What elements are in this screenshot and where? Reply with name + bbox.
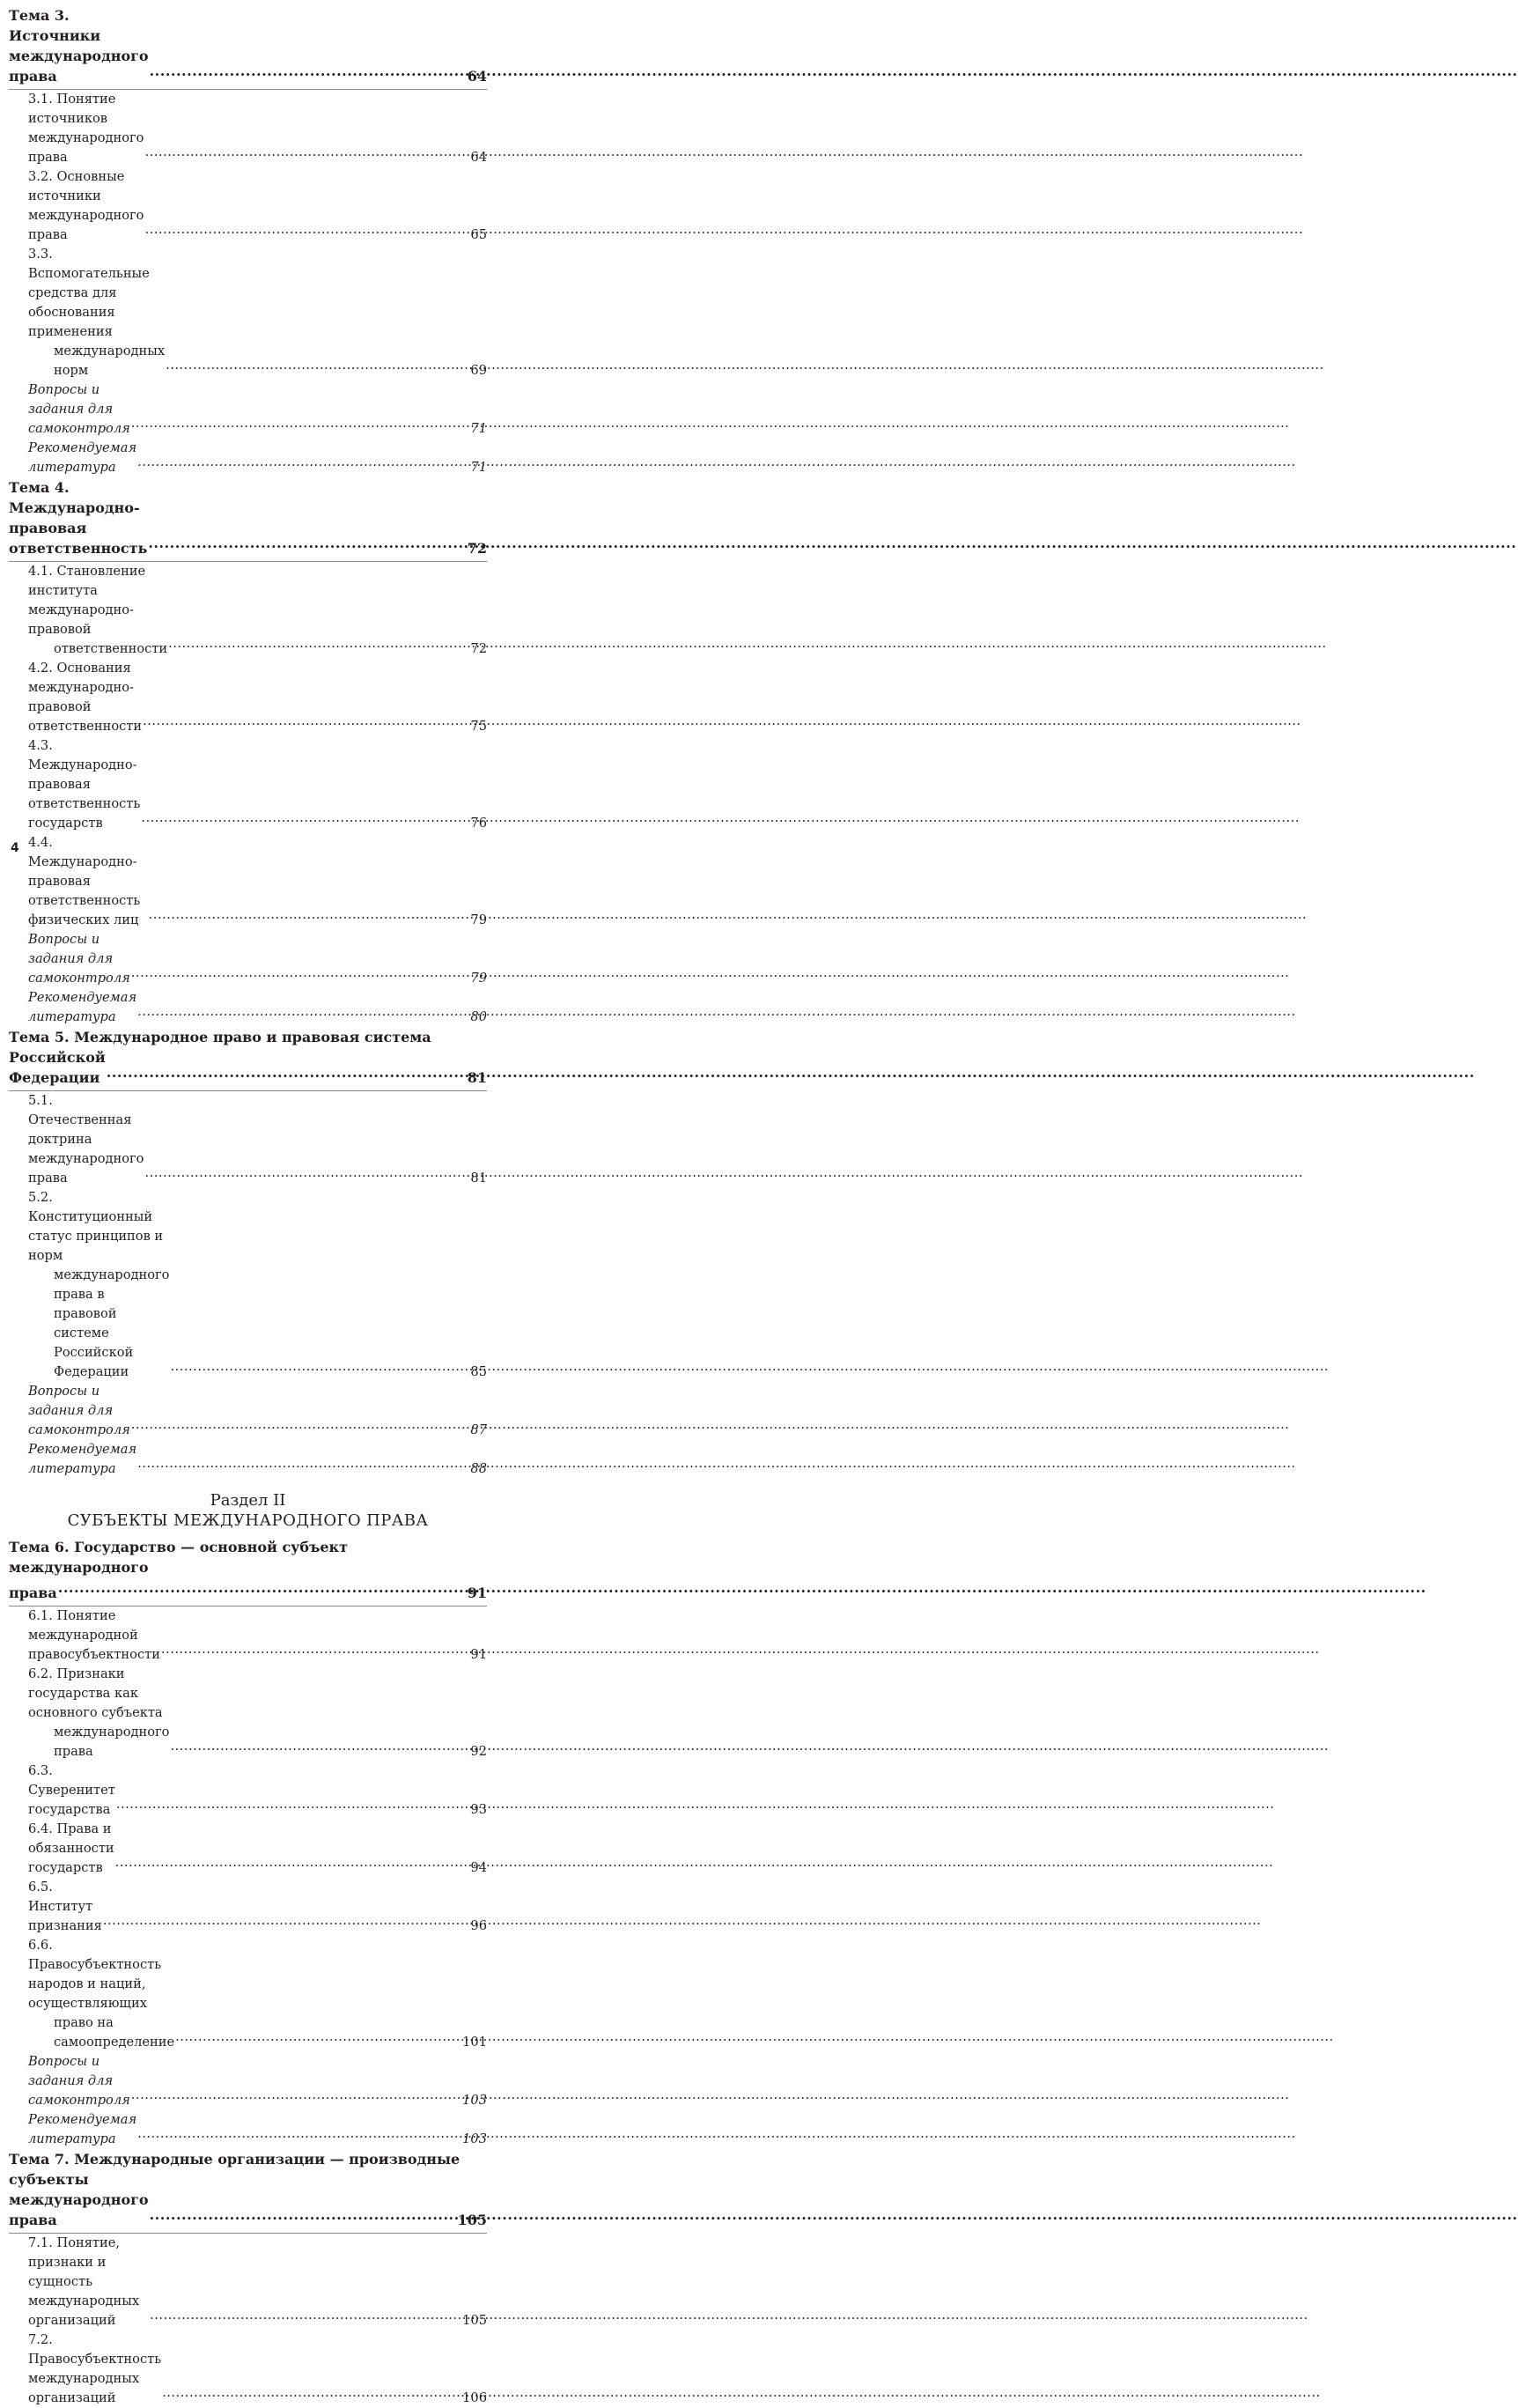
topic-heading-wrap	[9, 1537, 487, 1607]
leader-dots	[137, 1454, 469, 1474]
extra-item-text	[28, 930, 130, 988]
entry-line: Тема 3. Источники международного права	[9, 7, 149, 85]
leader-dots	[131, 964, 470, 983]
entry-page-number: 64	[467, 68, 487, 85]
entry-line: Рекомендуемая литература	[28, 2112, 137, 2146]
topic-heading-wrap	[9, 477, 487, 562]
subsection-item	[9, 1820, 487, 1878]
extra-item-text	[28, 988, 136, 1027]
topic-title-text	[9, 5, 149, 86]
topic-block	[9, 1027, 487, 1479]
entry-line: права	[9, 1584, 57, 1601]
topic-title	[9, 1047, 487, 1088]
subsection-item-text	[28, 90, 144, 167]
subsection-item-text	[28, 1820, 114, 1878]
entry-line: 6.6. Правосубъектность народов и наций, осуществляющих	[28, 1938, 162, 2011]
leader-dots	[131, 1415, 470, 1435]
leader-dots	[103, 1911, 470, 1931]
entry-page-number: 64	[470, 150, 487, 165]
page-number: 4	[11, 841, 19, 855]
section-label: Раздел II	[210, 1491, 286, 1510]
subsection-item-text	[28, 245, 165, 380]
subsection-item	[9, 1188, 487, 1382]
subsection-item	[9, 1762, 487, 1820]
subsection-item	[9, 1665, 487, 1762]
entry-page-number: 87	[470, 1422, 487, 1437]
entry-line: 4.4. Международно-правовая ответственность физических лиц	[28, 835, 141, 927]
subsection-item	[9, 245, 487, 380]
subsection-item-text	[28, 659, 142, 736]
entry-line: Тема 4. Международно-правовая ответственность	[9, 479, 148, 557]
subsection-item-text	[28, 1607, 160, 1665]
leader-dots	[161, 1640, 470, 1659]
entry-line: 7.2. Правосубъектность международных организаций	[28, 2332, 162, 2405]
topic-title	[9, 477, 487, 558]
topic-title-text	[9, 2169, 149, 2230]
leader-dots	[170, 1357, 469, 1377]
topic-block	[9, 1537, 487, 2149]
entry-page-number: 72	[470, 641, 487, 656]
entry-page-number: 72	[467, 540, 487, 557]
subsection-item	[9, 2330, 487, 2408]
entry-page-number: 79	[470, 912, 487, 927]
leader-dots	[137, 1002, 469, 1022]
section-heading	[9, 1491, 487, 1532]
leader-dots	[107, 1062, 467, 1082]
section-title: СУБЪЕКТЫ МЕЖДУНАРОДНОГО ПРАВА	[67, 1511, 429, 1530]
leader-dots	[149, 905, 470, 925]
entry-page-number: 76	[470, 816, 487, 831]
subsection-item-text	[28, 1188, 169, 1382]
leader-dots	[137, 2124, 461, 2144]
subsection-item-text	[28, 1936, 174, 2052]
extra-item	[9, 439, 487, 477]
subsection-item	[9, 2234, 487, 2330]
subsection-item-text	[28, 1878, 102, 1936]
subsection-item	[9, 1091, 487, 1188]
topic-title-line: Тема 5. Международное право и правовая система	[9, 1029, 431, 1045]
extra-item-text	[28, 1440, 136, 1479]
entry-line: 7.1. Понятие, признаки и сущность международных организаций	[28, 2235, 140, 2328]
entry-line: международных норм	[54, 343, 166, 378]
subsection-item-text	[28, 1762, 115, 1820]
extra-item	[9, 2110, 487, 2149]
subsection-item-text	[28, 833, 148, 930]
topic-title	[9, 1577, 487, 1603]
subsection-item	[9, 736, 487, 833]
topic-heading-wrap	[9, 5, 487, 90]
topic-block	[9, 5, 487, 477]
entry-line: международного права	[54, 1725, 170, 1759]
entry-line: 6.4. Права и обязанности государств	[28, 1821, 114, 1875]
entry-line: 4.1. Становление института международно-правовой	[28, 564, 146, 637]
topic-heading-wrap	[9, 1027, 487, 1091]
leader-dots	[162, 2383, 461, 2403]
topics-group-b	[9, 1537, 487, 2408]
entry-page-number: 101	[462, 2035, 487, 2050]
entry-page-number: 103	[462, 2131, 487, 2146]
entry-line: субъекты международного права	[9, 2171, 149, 2228]
leader-dots	[166, 356, 469, 375]
entry-line: Федерации	[54, 1364, 129, 1379]
subsection-item-text	[28, 562, 167, 659]
leader-dots	[141, 809, 469, 828]
leader-dots	[137, 453, 469, 472]
extra-item	[9, 2052, 487, 2110]
extra-item	[9, 1382, 487, 1440]
topic-title	[9, 2169, 487, 2230]
topic-title	[9, 5, 487, 86]
entry-line: Рекомендуемая литература	[28, 1442, 137, 1476]
subsection-item	[9, 1607, 487, 1665]
topics-group-a	[9, 5, 487, 1479]
entry-line: Вопросы и задания для самоконтроля	[28, 2054, 130, 2108]
topic-title-text	[9, 1047, 106, 1088]
subsection-item	[9, 167, 487, 245]
entry-page-number: 81	[470, 1171, 487, 1186]
leader-dots	[58, 1577, 467, 1598]
leader-dots	[144, 143, 469, 162]
entry-line: 5.2. Конституционный статус принципов и норм	[28, 1190, 164, 1263]
leader-dots	[144, 220, 469, 240]
entry-page-number: 93	[470, 1802, 487, 1817]
extra-item	[9, 988, 487, 1027]
leader-dots	[175, 2028, 461, 2047]
subsection-item-text	[28, 1091, 144, 1188]
subsection-item	[9, 1936, 487, 2052]
leader-dots	[148, 533, 466, 553]
entry-page-number: 106	[462, 2390, 487, 2405]
entry-line: 5.1. Отечественная доктрина международного права	[28, 1093, 144, 1186]
topic-block	[9, 2149, 487, 2408]
leader-dots	[150, 2306, 461, 2325]
entry-page-number: 69	[470, 363, 487, 378]
entry-page-number: 71	[470, 460, 487, 475]
subsection-item	[9, 562, 487, 659]
entry-line: 4.3. Международно-правовая ответственность государств	[28, 738, 141, 831]
subsection-item	[9, 659, 487, 736]
topic-title-text	[9, 477, 147, 558]
entry-page-number: 71	[470, 421, 487, 436]
entry-line: Рекомендуемая литература	[28, 440, 137, 475]
entry-page-number: 85	[470, 1364, 487, 1379]
leader-dots	[144, 1163, 469, 1183]
entry-line: Вопросы и задания для самоконтроля	[28, 382, 130, 436]
subsection-item-text	[28, 167, 144, 245]
topic-heading-wrap	[9, 2149, 487, 2234]
entry-page-number: 91	[470, 1647, 487, 1662]
entry-page-number: 88	[470, 1461, 487, 1476]
subsection-item-text	[28, 2330, 161, 2408]
leader-dots	[131, 414, 470, 433]
topic-title-text	[9, 1583, 57, 1603]
subsection-item	[9, 90, 487, 167]
entry-page-number: 79	[470, 971, 487, 986]
leader-dots	[150, 61, 467, 81]
subsection-item	[9, 833, 487, 930]
entry-line: 6.1. Понятие международной правосубъектности	[28, 1608, 160, 1662]
topic-block	[9, 477, 487, 1027]
subsection-item-text	[28, 2234, 149, 2330]
entry-line: ответственности	[54, 641, 168, 656]
entry-line: 3.2. Основные источники международного права	[28, 169, 144, 242]
entry-line: Вопросы и задания для самоконтроля	[28, 932, 130, 986]
entry-page-number: 81	[467, 1069, 487, 1086]
subsection-item-text	[28, 736, 140, 833]
entry-line: 6.3. Суверенитет государства	[28, 1763, 115, 1817]
leader-dots	[143, 712, 469, 731]
extra-item-text	[28, 2110, 136, 2149]
entry-page-number: 80	[470, 1009, 487, 1024]
leader-dots	[115, 1853, 470, 1872]
extra-item	[9, 930, 487, 988]
leader-dots	[168, 634, 469, 654]
entry-page-number: 75	[470, 719, 487, 734]
extra-item	[9, 380, 487, 439]
entry-line: Вопросы и задания для самоконтроля	[28, 1384, 130, 1437]
entry-line: 4.2. Основания международно-правовой ответственности	[28, 661, 143, 734]
extra-item-text	[28, 380, 130, 439]
subsection-item	[9, 1878, 487, 1936]
entry-line: 6.5. Институт признания	[28, 1880, 102, 1933]
entry-line: Российской Федерации	[9, 1049, 106, 1086]
entry-line: 3.3. Вспомогательные средства для обоснования применения	[28, 247, 150, 339]
entry-page-number: 92	[470, 1744, 487, 1759]
topic-title-line: Тема 7. Международные организации — производные	[9, 2151, 461, 2168]
leader-dots	[131, 2086, 461, 2105]
entry-page-number: 103	[462, 2093, 487, 2108]
entry-page-number: 91	[467, 1584, 487, 1601]
entry-line: право на самоопределение	[54, 2015, 175, 2050]
extra-item-text	[28, 439, 136, 477]
entry-page-number: 105	[457, 2212, 487, 2228]
entry-line: международного права в правовой системе Российской	[54, 1267, 170, 1360]
entry-line: Рекомендуемая литература	[28, 990, 137, 1024]
entry-line: 6.2. Признаки государства как основного субъекта	[28, 1666, 163, 1720]
leader-dots	[170, 1737, 469, 1756]
extra-item-text	[28, 2052, 130, 2110]
entry-page-number: 94	[470, 1860, 487, 1875]
extra-item-text	[28, 1382, 130, 1440]
entry-page-number: 65	[470, 227, 487, 242]
extra-item	[9, 1440, 487, 1479]
topic-title-line: Тема 6. Государство — основной субъект международного	[9, 1539, 349, 1576]
leader-dots	[116, 1795, 470, 1814]
entry-line: 3.1. Понятие источников международного права	[28, 92, 144, 165]
leader-dots	[150, 2205, 457, 2225]
subsection-item-text	[28, 1665, 169, 1762]
entry-page-number: 105	[462, 2313, 487, 2328]
entry-page-number: 96	[470, 1918, 487, 1933]
table-of-contents	[9, 5, 487, 2408]
